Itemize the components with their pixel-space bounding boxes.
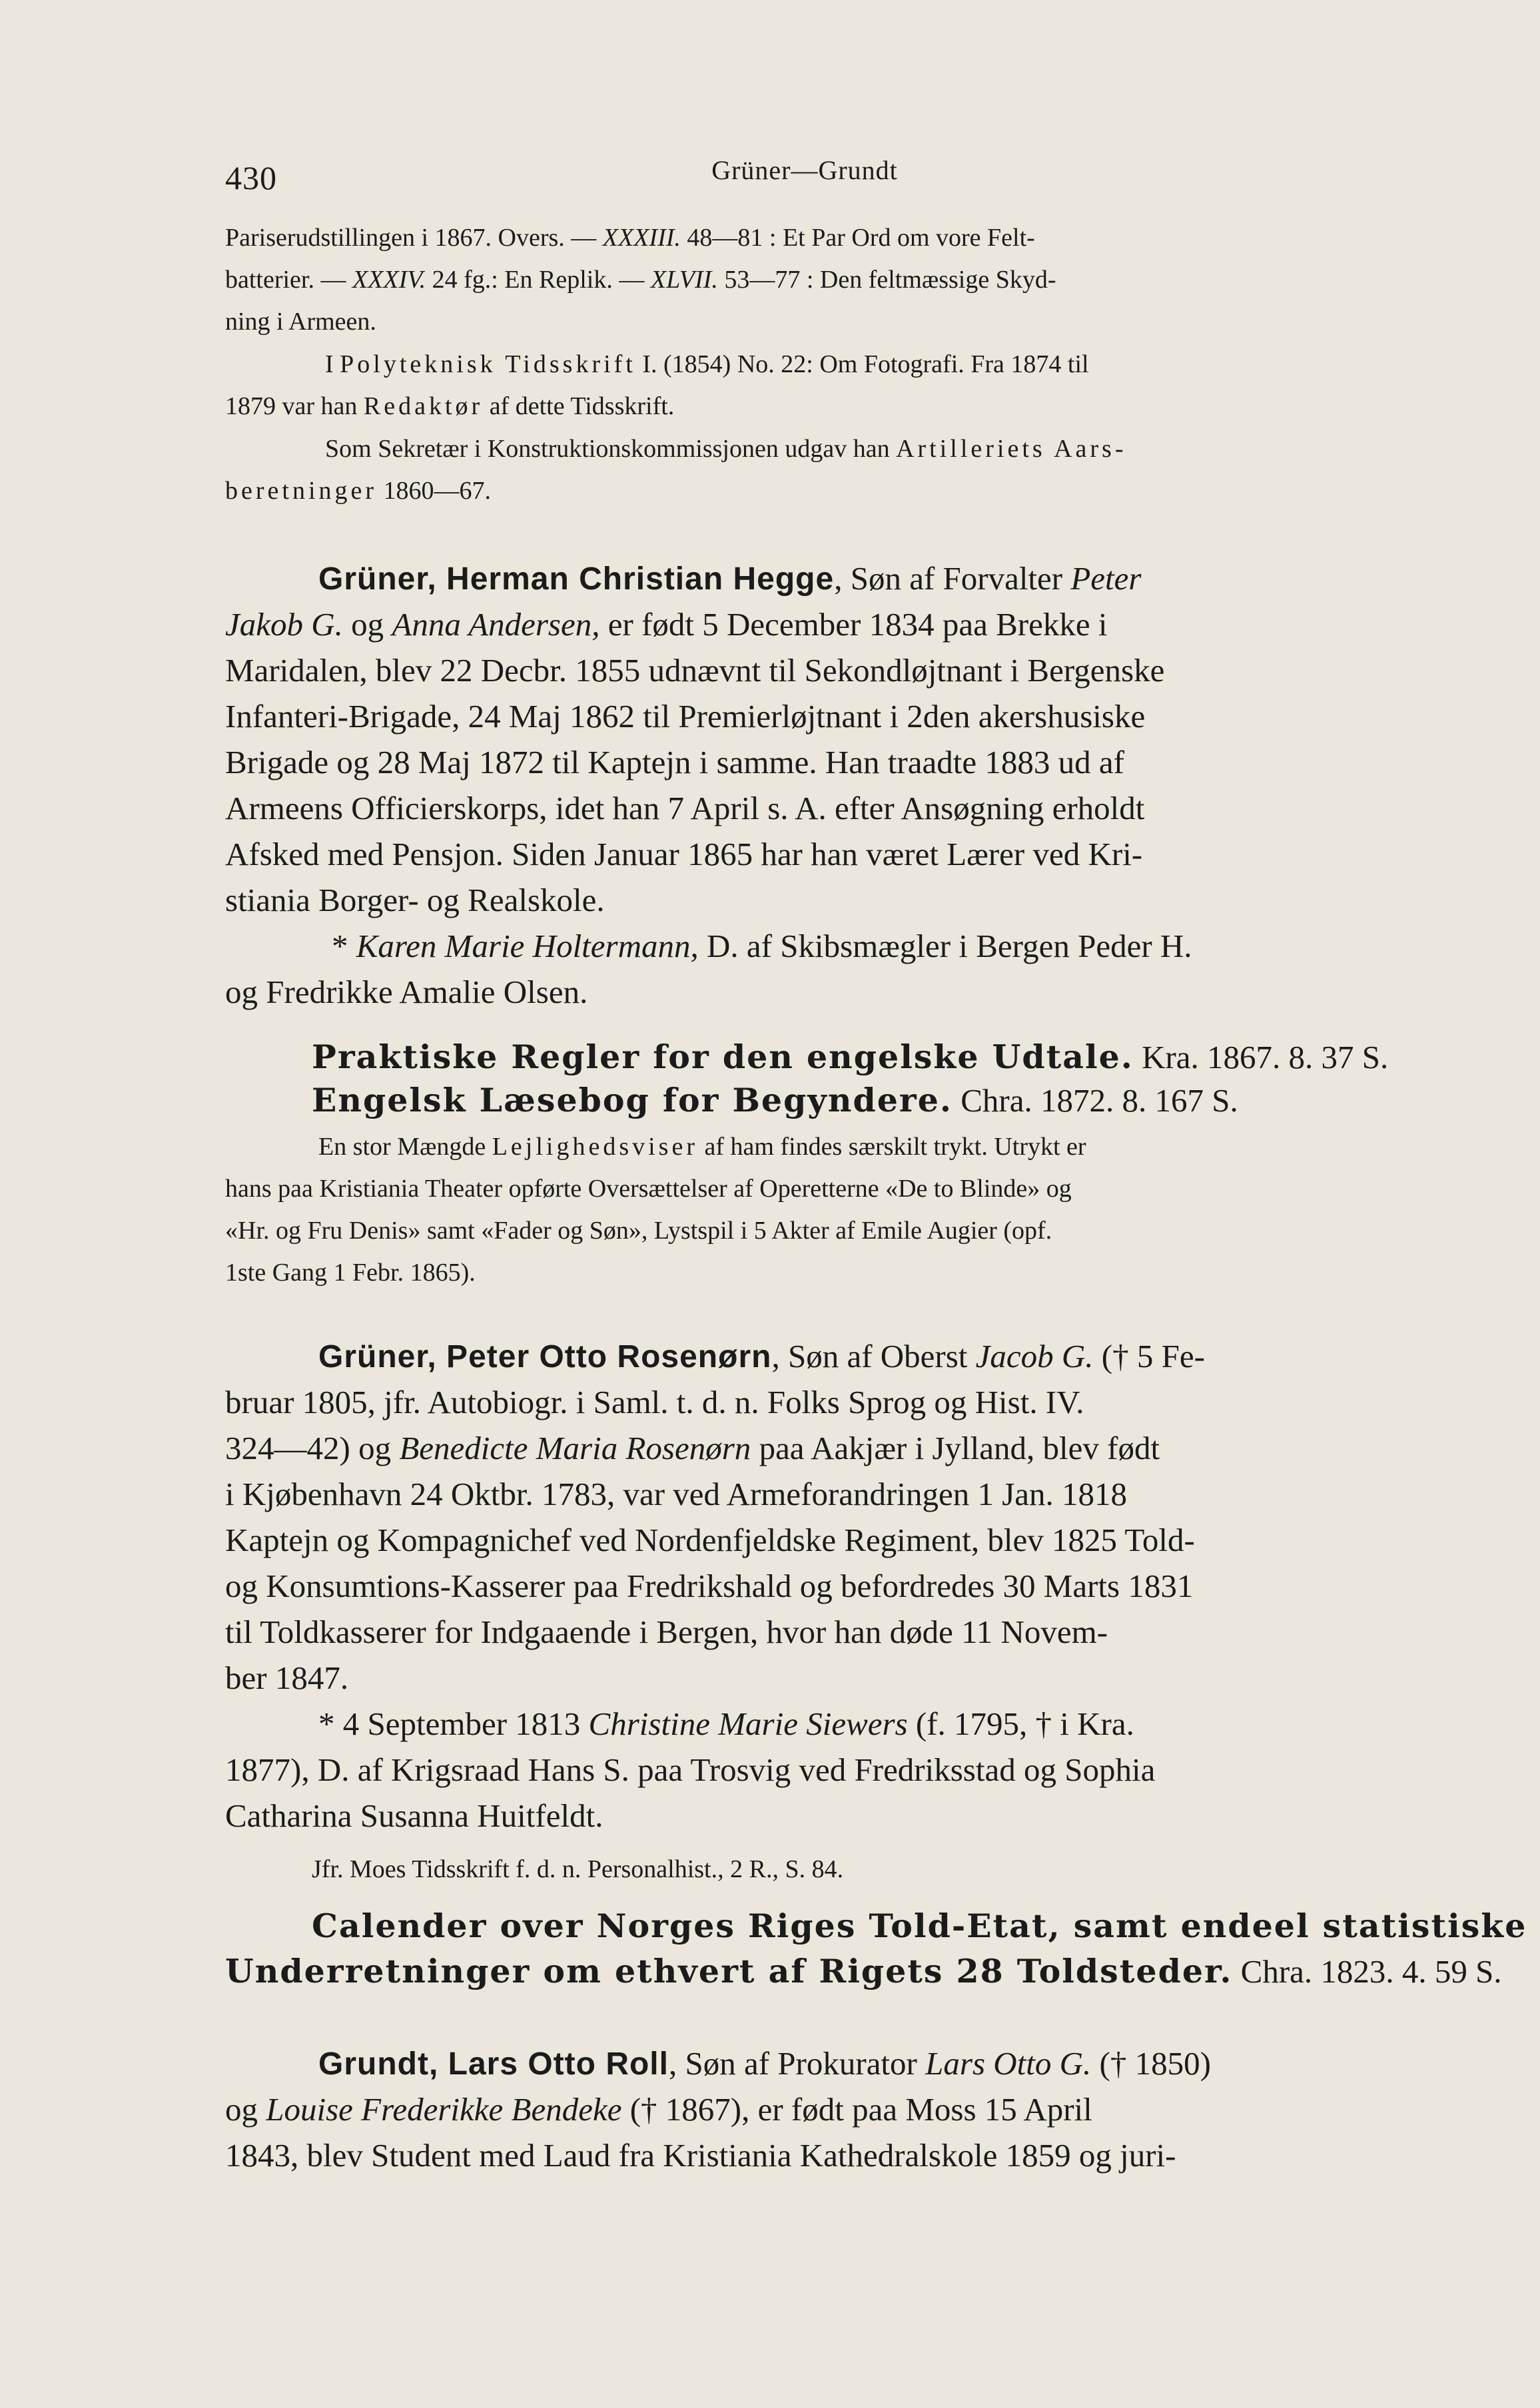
text-line: Pariserudstillingen i 1867. Overs. — XXXIII. 48—81 : Et Par Ord om vore Felt- xyxy=(225,224,1035,252)
text-line: ber 1847. xyxy=(225,1659,349,1696)
entry-name: Grüner, Peter Otto Rosenørn xyxy=(318,1339,772,1374)
work-title: Engelsk Læsebog for Begyndere. Chra. 1872. 8. 167 S. xyxy=(312,1081,1238,1119)
entry-heading: Grüner, Peter Otto Rosenørn, Søn af Oberst Jacob G. († 5 Fe- xyxy=(318,1338,1205,1374)
text-line: til Toldkasserer for Indgaaende i Bergen, hvor han døde 11 Novem- xyxy=(225,1614,1108,1650)
note-line: En stor Mængde Lejlighedsviser af ham findes særskilt trykt. Utrykt er xyxy=(318,1133,1086,1161)
work-title: Calender over Norges Riges Told-Etat, samt endeel statistiske xyxy=(312,1907,1527,1945)
work-title: Praktiske Regler for den engelske Udtale. Kra. 1867. 8. 37 S. xyxy=(312,1038,1389,1076)
text-line: I Polyteknisk Tidsskrift I. (1854) No. 22: Om Fotografi. Fra 1874 til xyxy=(325,350,1089,378)
text-line: Maridalen, blev 22 Decbr. 1855 udnævnt til Sekondløjtnant i Bergenske xyxy=(225,652,1165,689)
text-line: Brigade og 28 Maj 1872 til Kaptejn i samme. Han traadte 1883 ud af xyxy=(225,744,1124,780)
text-line: Som Sekretær i Konstruktionskommissjonen udgav han Artilleriets Aars- xyxy=(325,435,1127,463)
text-line: Infanteri-Brigade, 24 Maj 1862 til Premierløjtnant i 2den akershusiske xyxy=(225,698,1146,735)
text-line: stiania Borger- og Realskole. xyxy=(225,882,605,918)
text-line: Armeens Officierskorps, idet han 7 April s. A. efter Ansøgning erholdt xyxy=(225,790,1145,826)
text-line: bruar 1805, jfr. Autobiogr. i Saml. t. d. n. Folks Sprog og Hist. IV. xyxy=(225,1384,1084,1420)
text-line: og Fredrikke Amalie Olsen. xyxy=(225,974,588,1010)
entry-name: Grüner, Herman Christian Hegge xyxy=(318,561,835,597)
reference-line: Jfr. Moes Tidsskrift f. d. n. Personalhist., 2 R., S. 84. xyxy=(312,1855,844,1883)
text-line: 1843, blev Student med Laud fra Kristiania Kathedralskole 1859 og juri- xyxy=(225,2137,1176,2174)
note-line: 1ste Gang 1 Febr. 1865). xyxy=(225,1259,476,1287)
text-line: Catharina Susanna Huitfeldt. xyxy=(225,1797,603,1834)
note-line: hans paa Kristiania Theater opførte Oversættelser af Operetterne «De to Blinde» og xyxy=(225,1175,1072,1203)
entry-heading: Grundt, Lars Otto Roll, Søn af Prokurator Lars Otto G. († 1850) xyxy=(318,2045,1211,2082)
text-line: * 4 September 1813 Christine Marie Siewers (f. 1795, † i Kra. xyxy=(318,1705,1134,1742)
text-line: i Kjøbenhavn 24 Oktbr. 1783, var ved Armeforandringen 1 Jan. 1818 xyxy=(225,1476,1128,1512)
text-line: beretninger 1860—67. xyxy=(225,477,492,505)
text-line: 324—42) og Benedicte Maria Rosenørn paa Aakjær i Jylland, blev født xyxy=(225,1430,1160,1466)
text-line: 1879 var han Redaktør af dette Tidsskrift. xyxy=(225,392,675,420)
text-line: Kaptejn og Kompagnichef ved Nordenfjeldske Regiment, blev 1825 Told- xyxy=(225,1522,1195,1558)
entry-heading: Grüner, Herman Christian Hegge, Søn af Forvalter Peter xyxy=(318,560,1142,597)
text-line: * Karen Marie Holtermann, D. af Skibsmægler i Bergen Peder H. xyxy=(332,928,1192,964)
text-line: Jakob G. og Anna Andersen, er født 5 December 1834 paa Brekke i xyxy=(225,606,1108,643)
text-line: ning i Armeen. xyxy=(225,308,376,336)
text-line: og Louise Frederikke Bendeke († 1867), er født paa Moss 15 April xyxy=(225,2091,1092,2128)
text-line: og Konsumtions-Kasserer paa Fredrikshald og befordredes 30 Marts 1831 xyxy=(225,1568,1194,1604)
running-title: Grüner—Grundt xyxy=(711,155,898,185)
text-line: Afsked med Pensjon. Siden Januar 1865 har han været Lærer ved Kri- xyxy=(225,836,1143,872)
page-number: 430 xyxy=(225,159,277,196)
work-title: Underretninger om ethvert af Rigets 28 Toldsteder. Chra. 1823. 4. 59 S. xyxy=(225,1952,1502,1990)
page-header xyxy=(225,154,1384,194)
text-line: batterier. — XXXIV. 24 fg.: En Replik. — XLVII. 53—77 : Den feltmæssige Skyd- xyxy=(225,266,1056,294)
text-line: 1877), D. af Krigsraad Hans S. paa Trosvig ved Fredriksstad og Sophia xyxy=(225,1751,1156,1788)
entry-name: Grundt, Lars Otto Roll xyxy=(318,2046,669,2082)
note-line: «Hr. og Fru Denis» samt «Fader og Søn», Lystspil i 5 Akter af Emile Augier (opf. xyxy=(225,1217,1052,1245)
